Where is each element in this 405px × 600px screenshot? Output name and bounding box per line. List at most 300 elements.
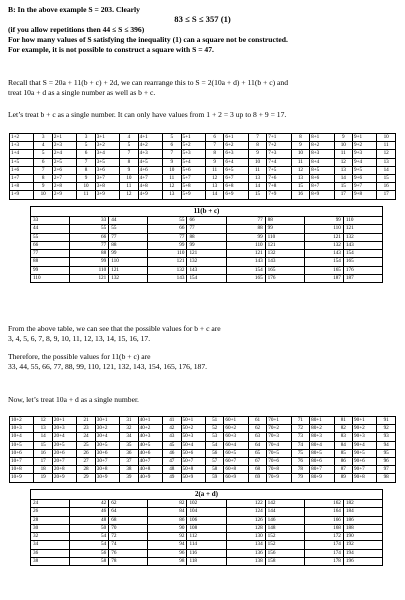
sum-expression-cell: 6+3 bbox=[224, 150, 248, 158]
sum-expression-cell: 1+3 bbox=[10, 142, 34, 150]
result-value-cell: 121 bbox=[226, 250, 265, 258]
sum-value-cell: 7 bbox=[34, 166, 52, 174]
sum-expression-cell: 50+4 bbox=[181, 441, 205, 449]
sum-value-cell: 10 bbox=[163, 166, 181, 174]
sum-value-cell: 97 bbox=[377, 466, 395, 474]
sum-value-cell: 6 bbox=[77, 150, 95, 158]
sum-value-cell: 81 bbox=[334, 417, 352, 425]
sum-value-cell: 8 bbox=[34, 175, 52, 183]
sum-expression-cell: 9+1 bbox=[353, 134, 377, 142]
sum-expression-cell: 9+8 bbox=[353, 191, 377, 199]
sum-value-cell: 11 bbox=[163, 175, 181, 183]
sum-expression-cell: 8+5 bbox=[310, 166, 334, 174]
table-row bbox=[31, 533, 383, 541]
sum-value-cell: 78 bbox=[291, 466, 309, 474]
sum-value-cell: 13 bbox=[205, 183, 223, 191]
sum-value-cell: 95 bbox=[377, 449, 395, 457]
table-row bbox=[31, 500, 383, 508]
sum-expression-cell: 10+6 bbox=[10, 449, 34, 457]
sum-value-cell: 7 bbox=[77, 158, 95, 166]
sum-expression-cell: 4+2 bbox=[138, 142, 162, 150]
sum-value-cell: 96 bbox=[377, 458, 395, 466]
sum-expression-cell: 3+4 bbox=[95, 150, 119, 158]
table-row bbox=[10, 150, 396, 158]
sum-expression-cell: 60+1 bbox=[224, 417, 248, 425]
result-value-cell: 168 bbox=[304, 524, 343, 532]
result-value-cell: 46 bbox=[70, 508, 109, 516]
sum-value-cell: 37 bbox=[120, 458, 138, 466]
sum-expression-cell: 80+3 bbox=[310, 433, 334, 441]
sum-expression-cell: 90+8 bbox=[353, 474, 377, 482]
sum-expression-cell: 60+5 bbox=[224, 449, 248, 457]
recall-line-2: treat 10a + d as a single number as well as b + c. bbox=[8, 88, 156, 97]
sum-value-cell: 10 bbox=[34, 191, 52, 199]
result-value-cell: 74 bbox=[109, 541, 148, 549]
sum-value-cell: 26 bbox=[77, 449, 95, 457]
sum-expression-cell: 50+2 bbox=[181, 425, 205, 433]
sum-expression-cell: 9+4 bbox=[353, 158, 377, 166]
result-value-cell: 64 bbox=[109, 508, 148, 516]
result-value-cell: 154 bbox=[226, 266, 265, 274]
sum-value-cell: 61 bbox=[248, 417, 266, 425]
sum-value-cell: 74 bbox=[291, 441, 309, 449]
result-value-cell: 182 bbox=[343, 500, 382, 508]
sum-value-cell: 12 bbox=[205, 175, 223, 183]
sum-value-cell: 59 bbox=[205, 474, 223, 482]
result-value-cell: 110 bbox=[148, 250, 187, 258]
sum-value-cell: 73 bbox=[291, 433, 309, 441]
sum-value-cell: 6 bbox=[163, 142, 181, 150]
result-value-cell: 121 bbox=[265, 241, 304, 249]
sum-expression-cell: 1+2 bbox=[10, 134, 34, 142]
result-value-cell: 42 bbox=[70, 500, 109, 508]
table-row bbox=[31, 516, 383, 524]
sum-expression-cell: 1+6 bbox=[10, 166, 34, 174]
sum-expression-cell: 4+8 bbox=[138, 183, 162, 191]
table-row bbox=[31, 549, 383, 557]
result-value-cell: 132 bbox=[109, 275, 148, 283]
result-value-cell: 99 bbox=[226, 233, 265, 241]
sum-value-cell: 15 bbox=[34, 441, 52, 449]
sum-value-cell: 7 bbox=[120, 150, 138, 158]
sum-value-cell: 10 bbox=[248, 158, 266, 166]
sum-expression-cell: 10+7 bbox=[10, 458, 34, 466]
result-value-cell: 143 bbox=[265, 258, 304, 266]
result-value-cell: 82 bbox=[148, 500, 187, 508]
sum-expression-cell: 80+1 bbox=[310, 417, 334, 425]
result-value-cell: 154 bbox=[304, 258, 343, 266]
sum-expression-cell: 6+9 bbox=[224, 191, 248, 199]
sum-expression-cell: 5+6 bbox=[181, 166, 205, 174]
result-value-cell: 121 bbox=[187, 250, 226, 258]
result-value-cell: 154 bbox=[187, 275, 226, 283]
sum-value-cell: 12 bbox=[334, 158, 352, 166]
possible-bc-values: 3, 4, 5, 6, 7, 8, 9, 10, 11, 12, 13, 14, 15, 16, 17. bbox=[8, 334, 151, 343]
sum-expression-cell: 50+6 bbox=[181, 449, 205, 457]
sum-expression-cell: 3+2 bbox=[95, 142, 119, 150]
sum-value-cell: 12 bbox=[163, 183, 181, 191]
sum-value-cell: 11 bbox=[120, 183, 138, 191]
sum-expression-cell: 8+3 bbox=[310, 150, 334, 158]
result-value-cell: 118 bbox=[187, 558, 226, 566]
sum-value-cell: 9 bbox=[163, 158, 181, 166]
sum-value-cell: 32 bbox=[120, 425, 138, 433]
result-value-cell: 88 bbox=[265, 217, 304, 225]
sum-value-cell: 39 bbox=[120, 474, 138, 482]
result-value-cell: 143 bbox=[226, 258, 265, 266]
table-row bbox=[10, 433, 396, 441]
table-row bbox=[10, 425, 396, 433]
result-value-cell: 26 bbox=[31, 508, 70, 516]
clearly-inequality: 83 ≤ S ≤ 357 (1) bbox=[174, 14, 231, 24]
sum-expression-cell: 4+1 bbox=[138, 134, 162, 142]
result-value-cell: 121 bbox=[70, 275, 109, 283]
sum-value-cell: 28 bbox=[77, 466, 95, 474]
table-row bbox=[31, 266, 383, 274]
example-line: For example, it is not possible to construct a square with S = 47. bbox=[8, 45, 214, 54]
sum-expression-cell: 9+6 bbox=[353, 175, 377, 183]
result-value-cell: 55 bbox=[70, 225, 109, 233]
sum-expression-cell: 3+6 bbox=[95, 166, 119, 174]
result-value-cell: 48 bbox=[70, 516, 109, 524]
result-value-cell: 174 bbox=[304, 549, 343, 557]
table-header-row bbox=[31, 490, 383, 500]
sum-expression-cell: 70+2 bbox=[267, 425, 291, 433]
sum-expression-cell: 30+8 bbox=[95, 466, 119, 474]
result-value-cell: 190 bbox=[343, 533, 382, 541]
result-value-cell: 62 bbox=[109, 500, 148, 508]
sum-value-cell: 89 bbox=[334, 474, 352, 482]
result-value-cell: 76 bbox=[109, 549, 148, 557]
sum-value-cell: 5 bbox=[120, 142, 138, 150]
sum-value-cell: 3 bbox=[34, 134, 52, 142]
sum-expression-cell: 90+7 bbox=[353, 466, 377, 474]
sum-value-cell: 11 bbox=[291, 158, 309, 166]
sum-value-cell: 10 bbox=[377, 134, 395, 142]
sum-value-cell: 9 bbox=[77, 175, 95, 183]
result-value-cell: 158 bbox=[265, 558, 304, 566]
result-value-cell: 96 bbox=[148, 549, 187, 557]
sum-expression-cell: 5+7 bbox=[181, 175, 205, 183]
sum-expression-cell: 20+1 bbox=[52, 417, 76, 425]
sum-value-cell: 15 bbox=[291, 183, 309, 191]
result-value-cell: 116 bbox=[187, 549, 226, 557]
possible-11bc-values: 33, 44, 55, 66, 77, 88, 99, 110, 121, 132, 143, 154, 165, 176, 187. bbox=[8, 362, 208, 371]
sum-value-cell: 34 bbox=[120, 433, 138, 441]
sum-expression-cell: 60+8 bbox=[224, 466, 248, 474]
sum-expression-cell: 40+3 bbox=[138, 433, 162, 441]
result-value-cell: 128 bbox=[226, 524, 265, 532]
result-value-cell: 54 bbox=[70, 541, 109, 549]
sum-expression-cell: 3+8 bbox=[95, 183, 119, 191]
table-row bbox=[10, 134, 396, 142]
result-value-cell: 132 bbox=[343, 233, 382, 241]
result-value-cell: 55 bbox=[31, 233, 70, 241]
result-value-cell: 148 bbox=[265, 524, 304, 532]
result-value-cell: 98 bbox=[148, 558, 187, 566]
sum-value-cell: 69 bbox=[248, 474, 266, 482]
sum-value-cell: 14 bbox=[334, 175, 352, 183]
result-value-cell: 104 bbox=[187, 508, 226, 516]
sum-value-cell: 94 bbox=[377, 441, 395, 449]
result-value-cell: 187 bbox=[304, 275, 343, 283]
sum-expression-cell: 50+7 bbox=[181, 458, 205, 466]
sum-value-cell: 63 bbox=[248, 433, 266, 441]
sum-value-cell: 10 bbox=[77, 183, 95, 191]
result-value-cell: 44 bbox=[31, 225, 70, 233]
sum-expression-cell: 40+5 bbox=[138, 441, 162, 449]
sum-expression-cell: 20+4 bbox=[52, 433, 76, 441]
result-value-cell: 110 bbox=[70, 266, 109, 274]
result-value-cell: 68 bbox=[109, 516, 148, 524]
sum-expression-cell: 10+8 bbox=[10, 466, 34, 474]
result-value-cell: 196 bbox=[343, 558, 382, 566]
repetition-note: (if you allow repetitions then 44 ≤ S ≤ 396) bbox=[8, 25, 145, 34]
result-value-cell: 110 bbox=[31, 275, 70, 283]
sum-value-cell: 13 bbox=[291, 175, 309, 183]
result-value-cell: 143 bbox=[148, 275, 187, 283]
sum-value-cell: 13 bbox=[248, 175, 266, 183]
sum-expression-cell: 90+1 bbox=[353, 417, 377, 425]
sum-expression-cell: 6+2 bbox=[224, 142, 248, 150]
bc-sum-table bbox=[9, 133, 396, 200]
result-value-cell: 88 bbox=[31, 258, 70, 266]
sum-expression-cell: 90+4 bbox=[353, 441, 377, 449]
sum-value-cell: 11 bbox=[377, 142, 395, 150]
result-value-cell: 130 bbox=[226, 533, 265, 541]
sum-expression-cell: 4+3 bbox=[138, 150, 162, 158]
result-value-cell: 143 bbox=[187, 266, 226, 274]
sum-value-cell: 13 bbox=[34, 425, 52, 433]
sum-value-cell: 11 bbox=[334, 150, 352, 158]
sum-expression-cell: 7+8 bbox=[267, 183, 291, 191]
sum-value-cell: 9 bbox=[334, 134, 352, 142]
sum-value-cell: 31 bbox=[120, 417, 138, 425]
table-row bbox=[31, 524, 383, 532]
result-value-cell: 99 bbox=[265, 225, 304, 233]
sum-expression-cell: 20+3 bbox=[52, 425, 76, 433]
result-value-cell: 124 bbox=[226, 508, 265, 516]
sum-expression-cell: 50+8 bbox=[181, 466, 205, 474]
sum-expression-cell: 7+6 bbox=[267, 175, 291, 183]
result-value-cell: 176 bbox=[265, 275, 304, 283]
sum-value-cell: 79 bbox=[291, 474, 309, 482]
result-value-cell: 132 bbox=[187, 258, 226, 266]
table-row bbox=[31, 541, 383, 549]
sum-value-cell: 42 bbox=[163, 425, 181, 433]
sum-expression-cell: 30+1 bbox=[95, 417, 119, 425]
result-value-cell: 114 bbox=[187, 541, 226, 549]
sum-expression-cell: 8+9 bbox=[310, 191, 334, 199]
result-value-cell: 174 bbox=[304, 541, 343, 549]
sum-expression-cell: 2+9 bbox=[52, 191, 76, 199]
result-value-cell: 194 bbox=[343, 549, 382, 557]
sum-value-cell: 10 bbox=[120, 175, 138, 183]
sum-value-cell: 29 bbox=[77, 474, 95, 482]
sum-value-cell: 12 bbox=[120, 191, 138, 199]
sum-expression-cell: 5+3 bbox=[181, 150, 205, 158]
result-value-cell: 121 bbox=[109, 266, 148, 274]
result-value-cell: 72 bbox=[109, 533, 148, 541]
result-value-cell: 188 bbox=[343, 524, 382, 532]
sum-value-cell: 6 bbox=[205, 134, 223, 142]
sum-expression-cell: 4+9 bbox=[138, 191, 162, 199]
result-value-cell: 187 bbox=[343, 275, 382, 283]
sum-value-cell: 46 bbox=[163, 449, 181, 457]
result-value-cell: 178 bbox=[304, 558, 343, 566]
sum-value-cell: 68 bbox=[248, 466, 266, 474]
sum-value-cell: 82 bbox=[334, 425, 352, 433]
sum-expression-cell: 4+6 bbox=[138, 166, 162, 174]
sum-value-cell: 84 bbox=[334, 441, 352, 449]
result-value-cell: 99 bbox=[31, 266, 70, 274]
question-line: For how many values of S satisfying the inequality (1) can a square not be constructed. bbox=[8, 35, 288, 44]
table-row bbox=[10, 183, 396, 191]
result-value-cell: 126 bbox=[226, 516, 265, 524]
sum-value-cell: 75 bbox=[291, 449, 309, 457]
sum-value-cell: 51 bbox=[205, 417, 223, 425]
sum-value-cell: 23 bbox=[77, 425, 95, 433]
sum-expression-cell: 5+8 bbox=[181, 183, 205, 191]
result-value-cell: 162 bbox=[304, 500, 343, 508]
result-value-cell: 110 bbox=[226, 241, 265, 249]
result-value-cell: 134 bbox=[226, 541, 265, 549]
table-row bbox=[31, 508, 383, 516]
result-value-cell: 106 bbox=[187, 516, 226, 524]
sum-expression-cell: 7+5 bbox=[267, 166, 291, 174]
sum-value-cell: 57 bbox=[205, 458, 223, 466]
sum-value-cell: 11 bbox=[205, 166, 223, 174]
sum-value-cell: 4 bbox=[120, 134, 138, 142]
table-row bbox=[10, 417, 396, 425]
sum-expression-cell: 2+3 bbox=[52, 142, 76, 150]
table-row bbox=[10, 466, 396, 474]
sum-value-cell: 12 bbox=[34, 417, 52, 425]
sum-expression-cell: 1+5 bbox=[10, 158, 34, 166]
sum-value-cell: 16 bbox=[291, 191, 309, 199]
result-value-cell: 77 bbox=[109, 233, 148, 241]
sum-value-cell: 35 bbox=[120, 441, 138, 449]
sum-expression-cell: 9+5 bbox=[353, 166, 377, 174]
sum-expression-cell: 8+2 bbox=[310, 142, 334, 150]
result-value-cell: 165 bbox=[343, 258, 382, 266]
result-value-cell: 99 bbox=[70, 258, 109, 266]
sum-expression-cell: 9+7 bbox=[353, 183, 377, 191]
table-row bbox=[31, 233, 383, 241]
sum-value-cell: 76 bbox=[291, 458, 309, 466]
result-value-cell: 192 bbox=[343, 541, 382, 549]
sum-expression-cell: 80+5 bbox=[310, 449, 334, 457]
treat-ad-line: Now, let’s treat 10a + d as a single number. bbox=[8, 395, 139, 404]
result-value-cell: 28 bbox=[31, 516, 70, 524]
sum-value-cell: 83 bbox=[334, 433, 352, 441]
sum-expression-cell: 10+3 bbox=[10, 425, 34, 433]
result-value-cell: 70 bbox=[109, 524, 148, 532]
result-value-cell: 121 bbox=[148, 258, 187, 266]
sum-expression-cell: 3+7 bbox=[95, 175, 119, 183]
sum-expression-cell: 90+3 bbox=[353, 433, 377, 441]
result-value-cell: 152 bbox=[265, 533, 304, 541]
sum-expression-cell: 9+3 bbox=[353, 150, 377, 158]
sum-expression-cell: 4+7 bbox=[138, 175, 162, 183]
sum-expression-cell: 80+4 bbox=[310, 441, 334, 449]
sum-expression-cell: 60+4 bbox=[224, 441, 248, 449]
sum-value-cell: 45 bbox=[163, 441, 181, 449]
sum-expression-cell: 40+7 bbox=[138, 458, 162, 466]
sum-expression-cell: 60+7 bbox=[224, 458, 248, 466]
sum-expression-cell: 40+1 bbox=[138, 417, 162, 425]
table-row bbox=[31, 558, 383, 566]
result-value-cell: 172 bbox=[304, 533, 343, 541]
result-value-cell: 38 bbox=[31, 558, 70, 566]
sum-value-cell: 14 bbox=[377, 166, 395, 174]
sum-expression-cell: 1+7 bbox=[10, 175, 34, 183]
sum-value-cell: 6 bbox=[34, 158, 52, 166]
result-value-cell: 86 bbox=[148, 516, 187, 524]
sum-value-cell: 9 bbox=[34, 183, 52, 191]
sum-value-cell: 4 bbox=[34, 142, 52, 150]
result-value-cell: 34 bbox=[31, 541, 70, 549]
sum-value-cell: 15 bbox=[334, 183, 352, 191]
result-value-cell: 102 bbox=[187, 500, 226, 508]
sum-expression-cell: 30+4 bbox=[95, 433, 119, 441]
result-value-cell: 110 bbox=[109, 258, 148, 266]
sum-value-cell: 71 bbox=[291, 417, 309, 425]
result-value-cell: 110 bbox=[343, 217, 382, 225]
table-row bbox=[31, 225, 383, 233]
table-row bbox=[10, 191, 396, 199]
sum-value-cell: 7 bbox=[163, 150, 181, 158]
sum-expression-cell: 90+6 bbox=[353, 458, 377, 466]
table-row bbox=[10, 441, 396, 449]
sum-expression-cell: 40+8 bbox=[138, 466, 162, 474]
sum-value-cell: 17 bbox=[34, 458, 52, 466]
sum-expression-cell: 6+8 bbox=[224, 183, 248, 191]
recall-line-1: Recall that S = 20a + 11(b + c) + 2d, we can rearrange this to S = 2(10a + d) + 11(b + c) and bbox=[8, 78, 288, 87]
table-header-row bbox=[31, 207, 383, 217]
sum-value-cell: 8 bbox=[248, 142, 266, 150]
result-value-cell: 88 bbox=[187, 233, 226, 241]
sum-expression-cell: 50+3 bbox=[181, 433, 205, 441]
result-value-cell: 176 bbox=[343, 266, 382, 274]
result-value-cell: 78 bbox=[109, 558, 148, 566]
sum-value-cell: 19 bbox=[34, 474, 52, 482]
sum-value-cell: 48 bbox=[163, 466, 181, 474]
sum-value-cell: 9 bbox=[120, 166, 138, 174]
sum-value-cell: 52 bbox=[205, 425, 223, 433]
result-value-cell: 77 bbox=[70, 241, 109, 249]
result-value-cell: 88 bbox=[109, 241, 148, 249]
sum-expression-cell: 10+4 bbox=[10, 433, 34, 441]
table-row bbox=[31, 275, 383, 283]
result-value-cell: 66 bbox=[31, 241, 70, 249]
sum-expression-cell: 1+4 bbox=[10, 150, 34, 158]
sum-expression-cell: 70+4 bbox=[267, 441, 291, 449]
two-ad-table bbox=[30, 489, 383, 566]
sum-expression-cell: 2+4 bbox=[52, 150, 76, 158]
sum-expression-cell: 6+1 bbox=[224, 134, 248, 142]
sum-expression-cell: 7+4 bbox=[267, 158, 291, 166]
result-value-cell: 94 bbox=[148, 541, 187, 549]
table-row bbox=[10, 474, 396, 482]
sum-value-cell: 8 bbox=[291, 134, 309, 142]
result-value-cell: 66 bbox=[70, 233, 109, 241]
result-value-cell: 132 bbox=[265, 250, 304, 258]
result-value-cell: 84 bbox=[148, 508, 187, 516]
sum-expression-cell: 10+5 bbox=[10, 441, 34, 449]
sum-value-cell: 15 bbox=[248, 191, 266, 199]
result-value-cell: 77 bbox=[148, 233, 187, 241]
